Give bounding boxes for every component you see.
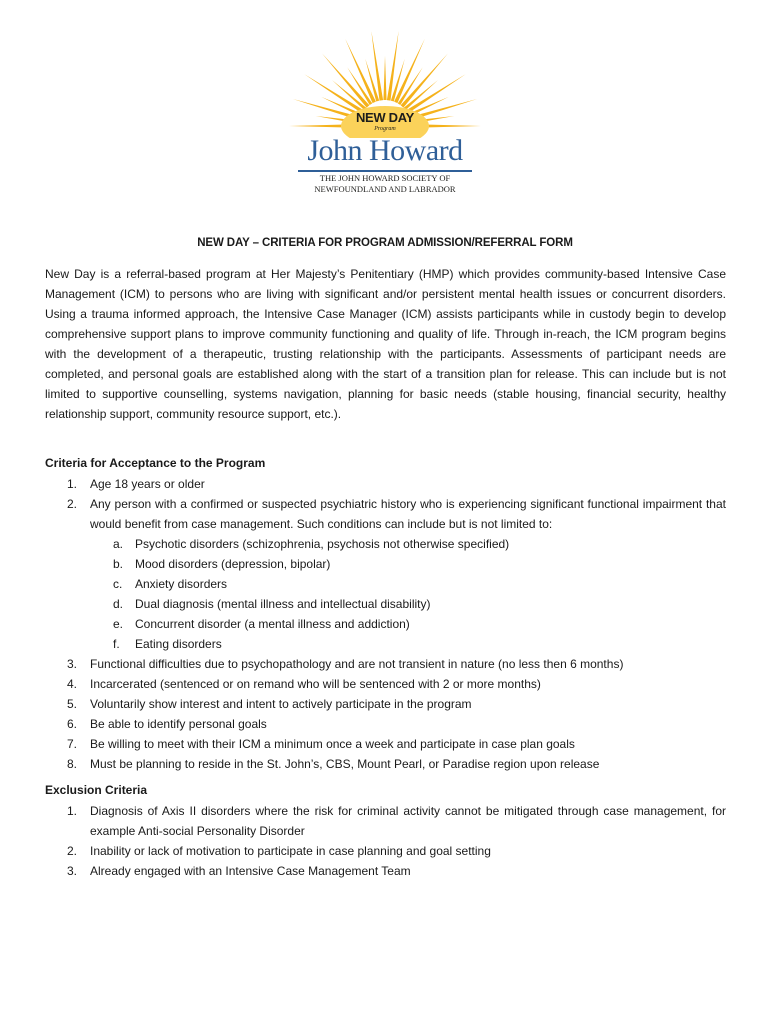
list-item	[45, 841, 726, 861]
logo-society-line-1: THE JOHN HOWARD SOCIETY OF	[319, 173, 451, 183]
list-number: 2.	[67, 844, 78, 858]
sublist-letter: c.	[113, 577, 123, 591]
list-item	[45, 754, 726, 774]
sublist-letter: b.	[113, 557, 124, 571]
list-number: 6.	[67, 717, 78, 731]
sublist-item-text: Concurrent disorder (a mental illness and addiction)	[135, 617, 410, 631]
sublist-item	[90, 554, 726, 574]
list-item	[45, 714, 726, 734]
logo-program-line: Program	[374, 126, 396, 132]
list-number: 2.	[67, 497, 78, 511]
sublist-item	[90, 594, 726, 614]
list-item	[45, 694, 726, 714]
acceptance-criteria-heading: Criteria for Acceptance to the Program	[45, 456, 266, 470]
sublist-item-text: Anxiety disorders	[135, 577, 228, 591]
exclusion-criteria-heading: Exclusion Criteria	[45, 783, 148, 797]
new-day-john-howard-logo	[280, 28, 490, 198]
sublist-letter: f.	[113, 637, 120, 651]
sun-ray	[383, 56, 386, 100]
list-number: 8.	[67, 757, 78, 771]
list-number: 4.	[67, 677, 78, 691]
list-item-text: Functional difficulties due to psychopathology and are not transient in nature (no less then 6 months)	[90, 657, 624, 671]
list-item	[45, 474, 726, 494]
list-item-text: Inability or lack of motivation to participate in case planning and goal setting	[90, 844, 491, 858]
sublist-item-text: Eating disorders	[135, 637, 222, 651]
list-item	[45, 801, 726, 841]
list-item-text: Must be planning to reside in the St. John’s, CBS, Mount Pearl, or Paradise region upon release	[90, 757, 600, 771]
list-number: 3.	[67, 657, 78, 671]
list-item	[45, 494, 726, 654]
list-item-text: Diagnosis of Axis II disorders where the risk for criminal activity cannot be mitigated through case management, for example Anti-social Personality Disorder	[90, 804, 726, 838]
sublist-item-text: Dual diagnosis (mental illness and intellectual disability)	[135, 597, 431, 611]
list-item-text: Voluntarily show interest and intent to actively participate in the program	[90, 697, 472, 711]
sun-ray	[371, 31, 383, 101]
sublist-letter: d.	[113, 597, 124, 611]
logo-divider	[298, 170, 472, 172]
list-item-text: Incarcerated (sentenced or on remand who will be sentenced with 2 or more months)	[90, 677, 541, 691]
list-item-text: Already engaged with an Intensive Case Management Team	[90, 864, 411, 878]
sublist-item	[90, 534, 726, 554]
list-item-text: Be able to identify personal goals	[90, 717, 267, 731]
sublist-item	[90, 634, 726, 654]
sublist-letter: e.	[113, 617, 124, 631]
logo-brand-line: NEW DAY	[355, 110, 415, 125]
program-description: New Day is a referral-based program at Her Majesty’s Penitentiary (HMP) which provides community-based Intensive Case Management (ICM) to persons who are living with significant and/or persistent mental health issues or concurrent disorders. Using a trauma informed approach, the Intensive Case Manager (ICM) assists participants while in custody begin to develop comprehensive support plans to improve community functioning and quality of life. Through in-reach, the ICM program begins with the development of a therapeutic, trusting relationship with the participants. Assessments of participant needs are completed, and personal goals are established along with the start of a transition plan for release. This can include but is not limited to supportive counselling, systems navigation, planning for basic needs (stable housing, financial security, healthy relationship support, community resource support, etc.).	[45, 267, 726, 421]
list-number: 1.	[67, 477, 78, 491]
document-title: NEW DAY – CRITERIA FOR PROGRAM ADMISSION/REFERRAL FORM	[197, 237, 573, 249]
exclusion-criteria-list	[45, 801, 726, 881]
logo-society-text	[280, 173, 490, 195]
sun-ray	[387, 31, 399, 101]
acceptance-criteria-list	[45, 474, 726, 774]
sublist-item-text: Mood disorders (depression, bipolar)	[135, 557, 331, 571]
list-item	[45, 654, 726, 674]
sublist-item-text: Psychotic disorders (schizophrenia, psychosis not otherwise specified)	[135, 537, 510, 551]
sublist-item	[90, 614, 726, 634]
list-number: 3.	[67, 864, 78, 878]
sublist-letter: a.	[113, 537, 124, 551]
logo-society-line-2: NEWFOUNDLAND AND LABRADOR	[314, 184, 456, 194]
list-item	[45, 734, 726, 754]
list-number: 1.	[67, 804, 78, 818]
condition-sublist	[90, 534, 726, 654]
logo-organization-name: John Howard	[307, 134, 463, 167]
list-item-text: Be willing to meet with their ICM a minimum once a week and participate in case plan goals	[90, 737, 575, 751]
list-item	[45, 674, 726, 694]
list-number: 5.	[67, 697, 78, 711]
list-number: 7.	[67, 737, 78, 751]
list-item	[45, 861, 726, 881]
list-item-text: Any person with a confirmed or suspected psychiatric history who is experiencing significant functional impairment that would benefit from case management. Such conditions can include but is not limited to:	[90, 497, 726, 531]
sublist-item	[90, 574, 726, 594]
list-item-text: Age 18 years or older	[90, 477, 205, 491]
